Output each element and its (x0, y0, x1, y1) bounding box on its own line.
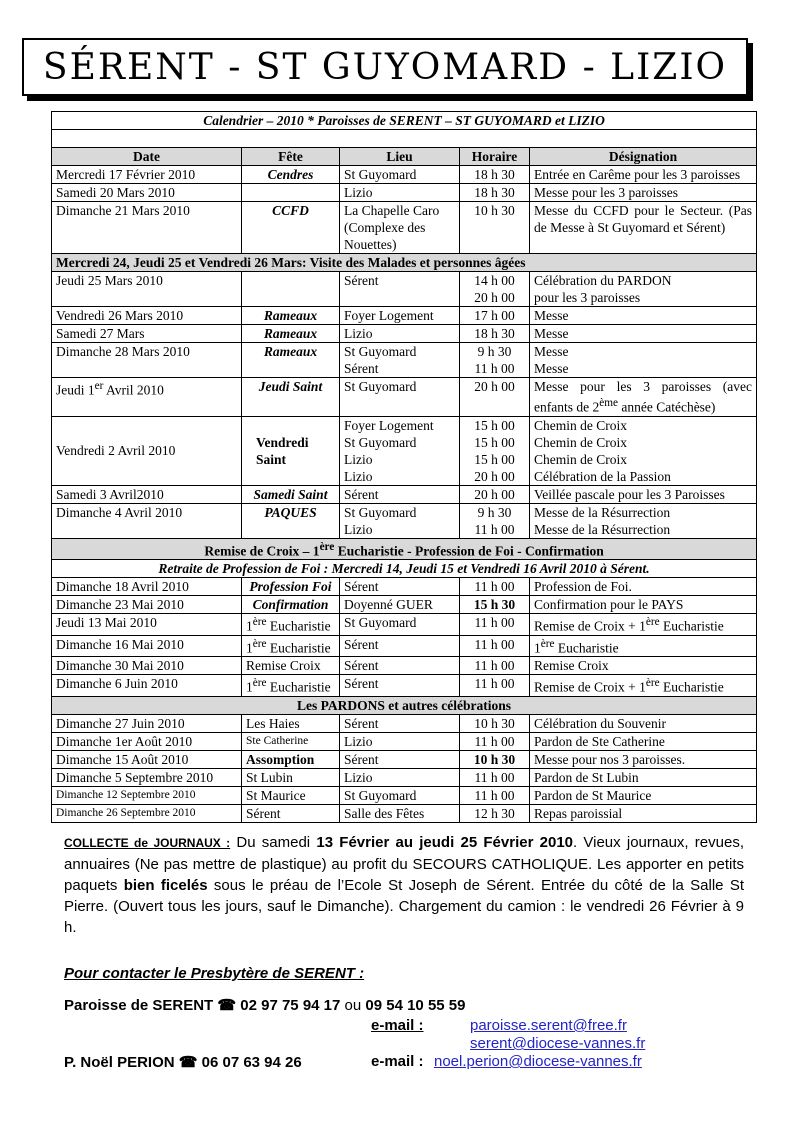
cell-fete: Ste Catherine (242, 732, 340, 750)
cell-fete: CCFD (242, 202, 340, 254)
cell-lieu: Sérent (340, 714, 460, 732)
table-row (52, 343, 757, 378)
cell-lieu: Sérent (340, 272, 460, 307)
lieu-line: Sérent (344, 361, 379, 376)
cell-designation: Chemin de Croix Chemin de Croix Chemin de Croix Célébration de la Passion (530, 416, 757, 485)
cell-fete: 1ère Eucharistie (242, 675, 340, 697)
column-header-designation: Désignation (530, 148, 757, 166)
retreat-note-row (52, 560, 757, 578)
cell-fete (242, 272, 340, 307)
cell-lieu: La Chapelle Caro (Complexe des Nouettes) (340, 202, 460, 254)
column-header-lieu: Lieu (340, 148, 460, 166)
phone-number: 09 54 10 55 59 (365, 997, 466, 1014)
cell-date: Mercredi 17 Février 2010 (52, 166, 242, 184)
cell-horaire: 20 h 00 (460, 378, 530, 417)
section-band-row (52, 538, 757, 560)
cell-date: Dimanche 28 Mars 2010 (52, 343, 242, 378)
column-header-fete: Fête (242, 148, 340, 166)
cell-horaire: 10 h 30 (460, 714, 530, 732)
paroisse-phone-line: Paroisse de SERENT ☎ 02 97 75 94 17 ou 09 54 10 55 59 (64, 997, 466, 1014)
horaire-line: 11 h 00 (474, 361, 515, 376)
cell-designation: Célébration du Souvenir (530, 714, 757, 732)
cell-designation (530, 272, 757, 307)
cell-date: Dimanche 12 Septembre 2010 (52, 786, 242, 804)
cell-lieu: Sérent (340, 635, 460, 657)
cell-horaire: 10 h 30 (460, 750, 530, 768)
cell-designation: Messe (530, 307, 757, 325)
section-band-row (52, 254, 757, 272)
pretre-phone-line: P. Noël PERION ☎ 06 07 63 94 26 (64, 1054, 302, 1071)
cell-horaire: 11 h 00 (460, 786, 530, 804)
cell-date: Dimanche 21 Mars 2010 (52, 202, 242, 254)
horaire-line: 14 h 00 (474, 273, 515, 288)
cell-horaire: 10 h 30 (460, 202, 530, 254)
cell-lieu: Doyenné GUER (340, 596, 460, 614)
cell-horaire: 9 h 30 11 h 00 (460, 503, 530, 538)
cell-fete: St Lubin (242, 768, 340, 786)
cell-lieu: Lizio (340, 768, 460, 786)
cell-fete: Samedi Saint (242, 485, 340, 503)
cell-date: Samedi 3 Avril2010 (52, 485, 242, 503)
cell-date: Dimanche 6 Juin 2010 (52, 675, 242, 697)
cell-date: Dimanche 18 Avril 2010 (52, 578, 242, 596)
table-row (52, 416, 757, 485)
designation-line: pour les 3 paroisses (534, 290, 641, 305)
cell-horaire: 15 h 30 (460, 596, 530, 614)
table-row (52, 732, 757, 750)
cell-fete: Vendredi Saint (242, 416, 340, 485)
cell-fete: Assomption (242, 750, 340, 768)
cell-horaire: 11 h 00 (460, 768, 530, 786)
cell-designation (530, 343, 757, 378)
cell-fete: Sérent (242, 804, 340, 822)
cell-horaire (460, 343, 530, 378)
cell-horaire: 11 h 00 (460, 635, 530, 657)
cell-lieu: St Guyomard (340, 378, 460, 417)
phone-number: 06 07 63 94 26 (201, 1054, 302, 1071)
table-row (52, 714, 757, 732)
cell-lieu (340, 343, 460, 378)
table-row (52, 635, 757, 657)
calendar-table (51, 111, 757, 823)
cell-horaire (460, 272, 530, 307)
table-spacer-row (52, 130, 757, 148)
table-row (52, 596, 757, 614)
table-row (52, 750, 757, 768)
table-row (52, 325, 757, 343)
email-label: e-mail : (371, 1053, 424, 1070)
table-row (52, 272, 757, 307)
cell-fete: Rameaux (242, 343, 340, 378)
cell-designation: Messe de la Résurrection Messe de la Résurrection (530, 503, 757, 538)
email-label: e-mail : (371, 1017, 424, 1034)
cell-fete: Jeudi Saint (242, 378, 340, 417)
horaire-line: 20 h 00 (474, 290, 515, 305)
cell-fete: Profession Foi (242, 578, 340, 596)
cell-horaire: 11 h 00 (460, 732, 530, 750)
table-caption: Calendrier – 2010 * Paroisses de SERENT – ST GUYOMARD et LIZIO (52, 112, 757, 130)
cell-date: Jeudi 1er Avril 2010 (52, 378, 242, 417)
cell-lieu: Lizio (340, 732, 460, 750)
cell-designation: Pardon de Ste Catherine (530, 732, 757, 750)
cell-fete: St Maurice (242, 786, 340, 804)
table-row (52, 166, 757, 184)
cell-lieu: Sérent (340, 750, 460, 768)
cell-designation: Pardon de St Maurice (530, 786, 757, 804)
horaire-line: 9 h 30 (477, 344, 512, 359)
cell-designation: Remise Croix (530, 657, 757, 675)
cell-horaire: 11 h 00 (460, 657, 530, 675)
cell-lieu: Sérent (340, 657, 460, 675)
cell-designation: Messe pour les 3 paroisses (530, 184, 757, 202)
section-band: Les PARDONS et autres célébrations (52, 696, 757, 714)
header-banner (22, 38, 748, 96)
cell-date: Vendredi 26 Mars 2010 (52, 307, 242, 325)
cell-fete: Rameaux (242, 325, 340, 343)
cell-horaire: 18 h 30 (460, 325, 530, 343)
table-row (52, 503, 757, 538)
cell-date: Dimanche 30 Mai 2010 (52, 657, 242, 675)
cell-designation: Repas paroissial (530, 804, 757, 822)
cell-designation: Profession de Foi. (530, 578, 757, 596)
cell-fete: 1ère Eucharistie (242, 635, 340, 657)
section-band: Remise de Croix – 1ère Eucharistie - Profession de Foi - Confirmation (52, 538, 757, 560)
cell-fete: Cendres (242, 166, 340, 184)
cell-date: Dimanche 23 Mai 2010 (52, 596, 242, 614)
section-band: Mercredi 24, Jeudi 25 et Vendredi 26 Mars: Visite des Malades et personnes âgées (52, 254, 757, 272)
column-header-horaire: Horaire (460, 148, 530, 166)
cell-date: Dimanche 16 Mai 2010 (52, 635, 242, 657)
email-link[interactable]: paroisse.serent@free.fr (470, 1017, 627, 1034)
designation-line: Messe (534, 361, 569, 376)
table-row (52, 307, 757, 325)
cell-lieu: Sérent (340, 485, 460, 503)
table-row (52, 202, 757, 254)
cell-date: Dimanche 5 Septembre 2010 (52, 768, 242, 786)
cell-designation: Remise de Croix + 1ère Eucharistie (530, 675, 757, 697)
cell-fete: PAQUES (242, 503, 340, 538)
cell-date: Dimanche 4 Avril 2010 (52, 503, 242, 538)
cell-fete: Les Haies (242, 714, 340, 732)
cell-designation: Messe (530, 325, 757, 343)
cell-designation: 1ère Eucharistie (530, 635, 757, 657)
cell-designation: Messe pour les 3 paroisses (avec enfants de 2ème année Catéchèse) (530, 378, 757, 417)
cell-date: Jeudi 13 Mai 2010 (52, 614, 242, 636)
cell-horaire: 15 h 00 15 h 00 15 h 00 20 h 00 (460, 416, 530, 485)
cell-fete: Rameaux (242, 307, 340, 325)
table-row (52, 786, 757, 804)
table-row (52, 804, 757, 822)
table-row (52, 184, 757, 202)
column-header-date: Date (52, 148, 242, 166)
cell-designation: Entrée en Carême pour les 3 paroisses (530, 166, 757, 184)
cell-horaire: 11 h 00 (460, 578, 530, 596)
cell-lieu: Salle des Fêtes (340, 804, 460, 822)
cell-lieu: Lizio (340, 325, 460, 343)
cell-date: Dimanche 1er Août 2010 (52, 732, 242, 750)
cell-designation: Confirmation pour le PAYS (530, 596, 757, 614)
cell-horaire: 18 h 30 (460, 184, 530, 202)
table-row (52, 614, 757, 636)
cell-lieu: Foyer Logement St Guyomard Lizio Lizio (340, 416, 460, 485)
cell-date: Dimanche 26 Septembre 2010 (52, 804, 242, 822)
contact-title: Pour contacter le Presbytère de SERENT : (64, 965, 365, 982)
cell-fete: 1ère Eucharistie (242, 614, 340, 636)
cell-horaire: 20 h 00 (460, 485, 530, 503)
cell-designation: Veillée pascale pour les 3 Paroisses (530, 485, 757, 503)
cell-designation: Messe du CCFD pour le Secteur. (Pas de Messe à St Guyomard et Sérent) (530, 202, 757, 254)
table-caption-row (52, 112, 757, 130)
table-header-row (52, 148, 757, 166)
table-row (52, 578, 757, 596)
table-row (52, 485, 757, 503)
cell-horaire: 11 h 00 (460, 614, 530, 636)
collecte-label: COLLECTE de JOURNAUX : (64, 836, 231, 850)
cell-date: Samedi 20 Mars 2010 (52, 184, 242, 202)
cell-lieu: Lizio (340, 184, 460, 202)
cell-date: Vendredi 2 Avril 2010 (52, 416, 242, 485)
cell-lieu: Foyer Logement (340, 307, 460, 325)
telephone-icon: ☎ (178, 1054, 198, 1071)
cell-horaire: 12 h 30 (460, 804, 530, 822)
cell-fete (242, 184, 340, 202)
page-title: SÉRENT - ST GUYOMARD - LIZIO (42, 46, 728, 88)
collecte-paragraph: COLLECTE de JOURNAUX : Du samedi 13 Février au jeudi 25 Février 2010. Vieux journaux, revues, annuaires (Ne pas mettre de plastique) au profit du SECOURS CATHOLIQUE. Les apporter en petits paquets bien ficelés sous le préau de l’Ecole St Joseph de Sérent. Entrée du côté de la Salle St Pierre. (Ouvert tous les jours, sauf le Dimanche). Chargement du camion : le vendredi 26 Février à 9 h. (64, 834, 745, 936)
cell-date: Samedi 27 Mars (52, 325, 242, 343)
cell-fete: Remise Croix (242, 657, 340, 675)
cell-fete: Confirmation (242, 596, 340, 614)
cell-designation: Messe pour nos 3 paroisses. (530, 750, 757, 768)
cell-designation: Pardon de St Lubin (530, 768, 757, 786)
cell-lieu: St Guyomard (340, 614, 460, 636)
cell-designation: Remise de Croix + 1ère Eucharistie (530, 614, 757, 636)
cell-lieu: St Guyomard (340, 166, 460, 184)
cell-date: Jeudi 25 Mars 2010 (52, 272, 242, 307)
cell-date: Dimanche 15 Août 2010 (52, 750, 242, 768)
cell-horaire: 17 h 00 (460, 307, 530, 325)
table-row (52, 378, 757, 417)
table-row (52, 657, 757, 675)
cell-horaire: 11 h 00 (460, 675, 530, 697)
table-row (52, 768, 757, 786)
cell-lieu: Sérent (340, 578, 460, 596)
cell-horaire: 18 h 30 (460, 166, 530, 184)
email-link[interactable]: noel.perion@diocese-vannes.fr (434, 1053, 642, 1070)
phone-number: 02 97 75 94 17 (240, 997, 341, 1014)
telephone-icon: ☎ (217, 997, 237, 1014)
retreat-note: Retraite de Profession de Foi : Mercredi 14, Jeudi 15 et Vendredi 16 Avril 2010 à Sérent. (52, 560, 757, 578)
designation-line: Messe (534, 344, 569, 359)
cell-lieu: St Guyomard (340, 786, 460, 804)
cell-lieu: Sérent (340, 675, 460, 697)
section-band-row (52, 696, 757, 714)
email-link[interactable]: serent@diocese-vannes.fr (470, 1035, 646, 1052)
cell-date: Dimanche 27 Juin 2010 (52, 714, 242, 732)
cell-lieu: St Guyomard Lizio (340, 503, 460, 538)
designation-line: Célébration du PARDON (534, 273, 672, 288)
lieu-line: St Guyomard (344, 344, 417, 359)
table-row (52, 675, 757, 697)
